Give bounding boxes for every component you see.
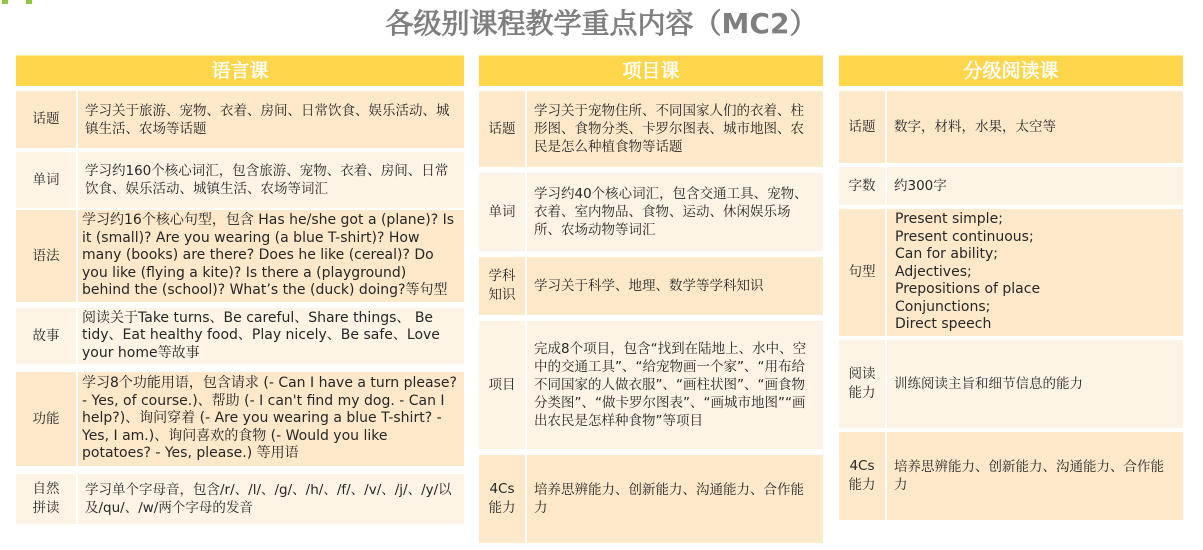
panel-graded-reading-course bbox=[839, 55, 1183, 524]
row-label: 学科 知识 bbox=[479, 257, 525, 315]
row-project bbox=[479, 321, 823, 449]
row-content: 学习关于宠物住所、不同国家人们的衣着、柱形图、食物分类、卡罗尔图表、城市地图、农民是怎么种植食物等话题 bbox=[527, 91, 823, 167]
row-grammar bbox=[16, 210, 464, 302]
row-label: 语法 bbox=[16, 210, 76, 302]
row-label: 话题 bbox=[479, 91, 525, 167]
row-label: 4Cs 能力 bbox=[839, 432, 885, 520]
row-story bbox=[16, 308, 464, 364]
row-label: 单词 bbox=[16, 152, 76, 208]
row-sentence-patterns bbox=[839, 209, 1183, 336]
row-topic bbox=[16, 91, 464, 148]
panel-header: 语言课 bbox=[16, 55, 464, 86]
row-label: 故事 bbox=[16, 308, 76, 364]
row-label: 功能 bbox=[16, 372, 76, 466]
row-reading-ability bbox=[839, 340, 1183, 428]
row-vocabulary bbox=[479, 173, 823, 251]
row-label: 4Cs 能力 bbox=[479, 455, 525, 543]
row-content: 学习单个字母音，包含/r/、/l/、/g/、/h/、/f/、/v/、/j/、/y/以及/qu/、/w/两个字母的发音 bbox=[78, 474, 464, 524]
panel-language-course bbox=[16, 55, 464, 528]
row-word-count bbox=[839, 167, 1183, 205]
row-content: 学习关于科学、地理、数学等学科知识 bbox=[527, 257, 823, 315]
row-content: 学习关于旅游、宠物、衣着、房间、日常饮食、娱乐活动、城镇生活、农场等话题 bbox=[78, 91, 464, 148]
row-content: 学习约160个核心词汇，包含旅游、宠物、衣着、房间、日常饮食、娱乐活动、城镇生活、农场等词汇 bbox=[78, 152, 464, 208]
panel-header: 项目课 bbox=[479, 55, 823, 86]
row-topic bbox=[479, 91, 823, 167]
row-label: 单词 bbox=[479, 173, 525, 251]
row-label: 话题 bbox=[16, 91, 76, 148]
row-content: 学习约40个核心词汇，包含交通工具、宠物、衣着、室内物品、食物、运动、休闲娱乐场所、农场动物等词汇 bbox=[527, 173, 823, 251]
row-subject-knowledge bbox=[479, 257, 823, 315]
row-topic bbox=[839, 91, 1183, 163]
row-label: 句型 bbox=[839, 209, 885, 336]
row-label: 自然 拼读 bbox=[16, 474, 76, 524]
row-content: 培养思辨能力、创新能力、沟通能力、合作能力 bbox=[527, 455, 823, 543]
row-content: 约300字 bbox=[887, 167, 1183, 205]
row-4cs bbox=[839, 432, 1183, 520]
row-content: 培养思辨能力、创新能力、沟通能力、合作能力 bbox=[887, 432, 1183, 520]
row-label: 项目 bbox=[479, 321, 525, 449]
row-content: 完成8个项目，包含“找到在陆地上、水中、空中的交通工具”、“给宠物画一个家”、“用布给不同国家的人做衣服”、“画柱状图”、“画食物分类图”、“做卡罗尔图表”、“画城市地图”“画出农民是怎样种食物”等项目 bbox=[527, 321, 823, 449]
row-content: 阅读关于Take turns、Be careful、Share things、 Be tidy、Eat healthy food、Play nicely、Be safe、Love your home等故事 bbox=[78, 308, 464, 364]
row-function bbox=[16, 372, 464, 466]
row-vocabulary bbox=[16, 152, 464, 208]
page-title: 各级别课程教学重点内容（MC2） bbox=[385, 7, 818, 40]
row-content: 学习约16个核心句型，包含 Has he/she got a (plane)? Is it (small)? Are you wearing (a blue T-shirt)? How many (books) are there? Does he like (cereal)? Do you like (flying a kite)? Is there a (playground) behind the (school)? What’s the (duck) doing?等句型 bbox=[78, 210, 464, 302]
row-label: 字数 bbox=[839, 167, 885, 205]
panel-project-course bbox=[479, 55, 823, 547]
row-label: 阅读 能力 bbox=[839, 340, 885, 428]
row-content: 数字，材料，水果，太空等 bbox=[887, 91, 1183, 163]
row-phonics bbox=[16, 474, 464, 524]
row-4cs bbox=[479, 455, 823, 543]
panel-header: 分级阅读课 bbox=[839, 55, 1183, 86]
row-content: 学习8个功能用语，包含请求 (- Can I have a turn please? - Yes, of course.)、帮助 (- I can't find my dog. - Can I help?)、询问穿着 (- Are you wearing a blue T-shirt? - Yes, I am.)、询问喜欢的食物 (- Would you like potatoes? - Yes, please.) 等用语 bbox=[78, 372, 464, 466]
row-label: 话题 bbox=[839, 91, 885, 163]
row-content: Present simple; Present continuous; Can for ability; Adjectives; Prepositions of place Conjunctions; Direct speech bbox=[887, 209, 1183, 336]
row-content: 训练阅读主旨和细节信息的能力 bbox=[887, 340, 1183, 428]
